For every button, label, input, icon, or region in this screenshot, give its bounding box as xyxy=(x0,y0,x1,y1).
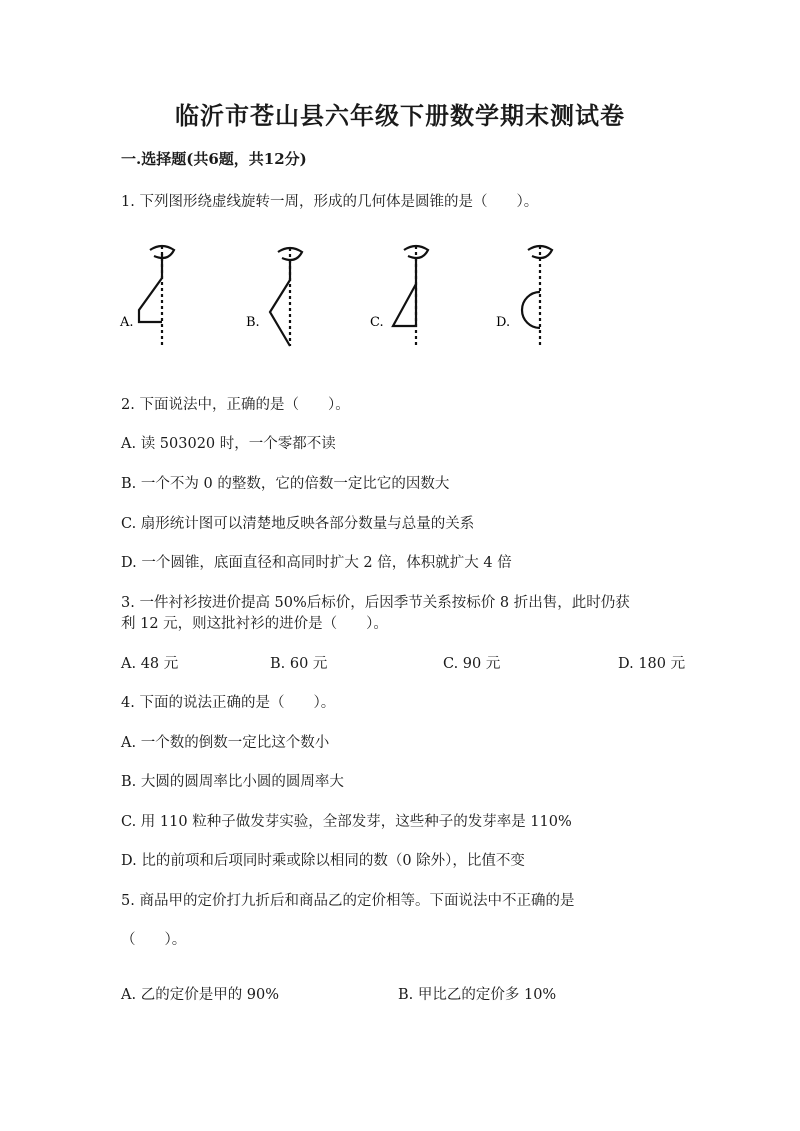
question-4-option-d: D. 比的前项和后项同时乘或除以相同的数（0 除外），比值不变 xyxy=(121,853,525,869)
question-5-option-a: A. 乙的定价是甲的 90% xyxy=(121,987,280,1003)
question-3-option-b: B. 60 元 xyxy=(270,656,328,672)
section-heading: 一.选择题(共6题，共12分) xyxy=(121,150,307,168)
question-2-option-c: C. 扇形统计图可以清楚地反映各部分数量与总量的关系 xyxy=(121,516,475,532)
question-2-option-d: D. 一个圆锥，底面直径和高同时扩大 2 倍，体积就扩大 4 倍 xyxy=(121,555,512,571)
figure-b-shape xyxy=(270,248,302,346)
question-4-stem: 4. 下面的说法正确的是（ ）。 xyxy=(121,695,336,711)
question-4-option-c: C. 用 110 粒种子做发芽实验，全部发芽，这些种子的发芽率是 110% xyxy=(121,814,572,830)
question-2-option-b: B. 一个不为 0 的整数，它的倍数一定比它的因数大 xyxy=(121,476,450,492)
question-3-stem-line-1: 3. 一件衬衫按进价提高 50%后标价，后因季节关系按标价 8 折出售，此时仍获 xyxy=(121,595,630,611)
question-5-stem-line-1: 5. 商品甲的定价打九折后和商品乙的定价相等。下面说法中不正确的是 xyxy=(121,893,575,909)
question-3-option-a: A. 48 元 xyxy=(121,656,179,672)
question-4-option-a: A. 一个数的倒数一定比这个数小 xyxy=(121,735,330,751)
figure-a-shape xyxy=(139,246,174,348)
question-1-stem: 1. 下列图形绕虚线旋转一周，形成的几何体是圆锥的是（ ）。 xyxy=(121,194,539,210)
question-5-stem-line-2: （ ）。 xyxy=(121,932,187,948)
question-3-option-c: C. 90 元 xyxy=(443,656,501,672)
figure-b-label: B. xyxy=(246,315,260,330)
question-2-stem: 2. 下面说法中，正确的是（ ）。 xyxy=(121,397,350,413)
figure-d-shape xyxy=(522,246,552,348)
question-3-stem-line-2: 利 12 元，则这批衬衫的进价是（ ）。 xyxy=(121,616,388,632)
figure-c-shape xyxy=(393,246,428,348)
page-title: 临沂市苍山县六年级下册数学期末测试卷 xyxy=(175,101,625,130)
question-4-option-b: B. 大圆的圆周率比小圆的圆周率大 xyxy=(121,774,344,790)
figure-c-label: C. xyxy=(370,315,384,330)
question-1-figures xyxy=(110,240,580,355)
question-3-option-d: D. 180 元 xyxy=(618,656,686,672)
question-5-option-b: B. 甲比乙的定价多 10% xyxy=(398,987,557,1003)
figure-a-label: A. xyxy=(120,315,134,330)
figure-d-label: D. xyxy=(496,315,511,330)
question-2-option-a: A. 读 503020 时，一个零都不读 xyxy=(121,436,336,452)
